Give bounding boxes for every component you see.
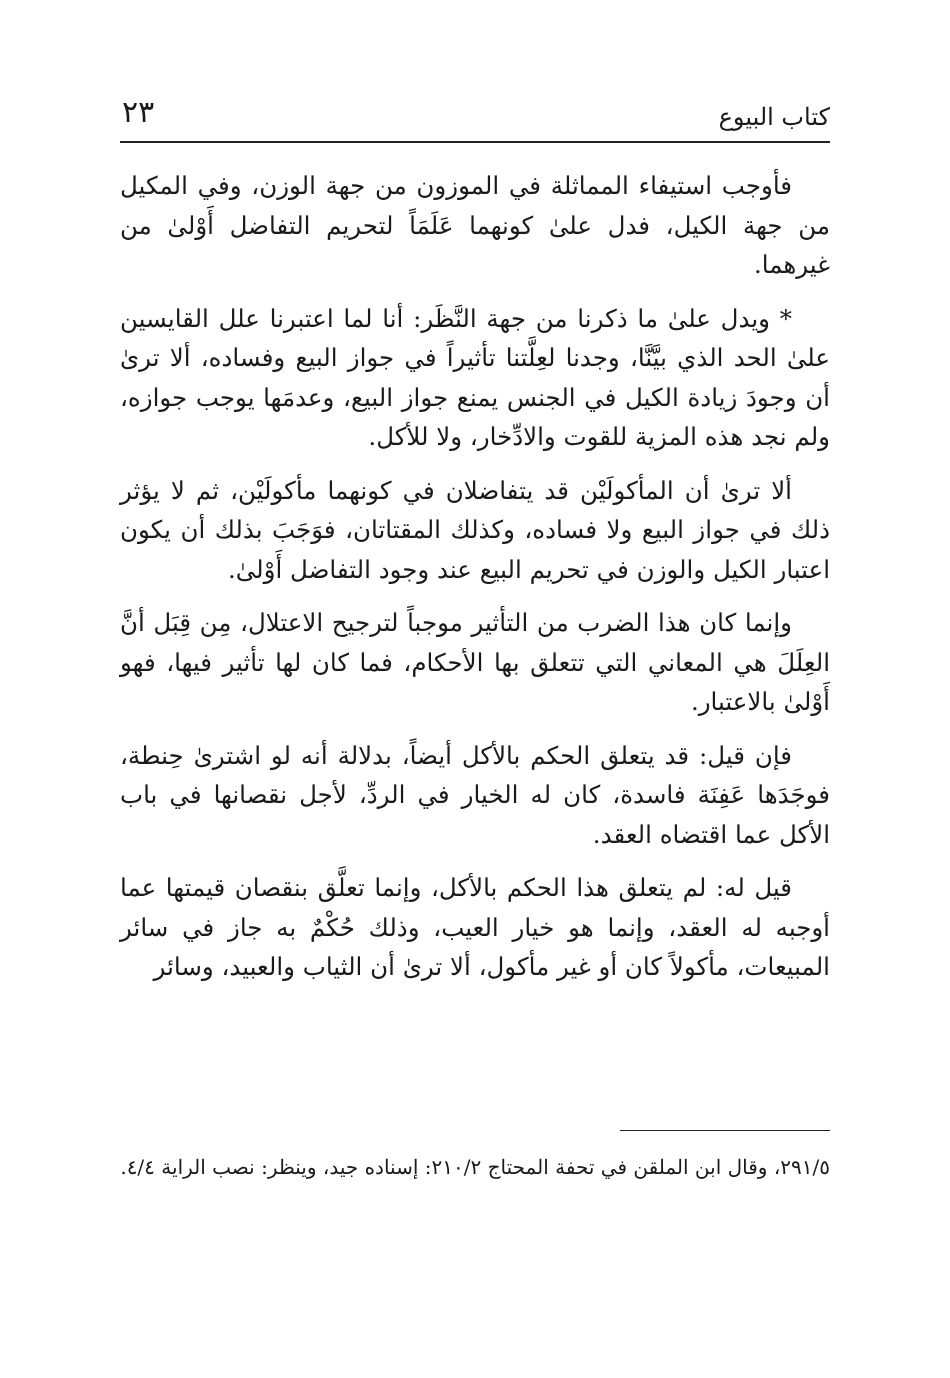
paragraph: وإنما كان هذا الضرب من التأثير موجباً لترجيح الاعتلال، مِن قِبَل أنَّ العِلَلَ هي المعاني التي تتعلق بها الأحكام، فما كان لها تأثير فيها، فهو أَوْلىٰ بالاعتبار. xyxy=(120,608,830,716)
page-number: ٢٣ xyxy=(122,95,155,130)
paragraph: * ويدل علىٰ ما ذكرنا من جهة النَّظَر: أنا لما اعتبرنا علل القايسين علىٰ الحد الذي بيَّنَّا، وجدنا لعِلَّتنا تأثيراً في جواز البيع وفساده، ألا ترىٰ أن وجودَ زيادة الكيل في الجنس يمنع جواز البيع، وعدمَها يوجب جوازه، ولم نجد هذه المزية للقوت والادِّخار، ولا للأكل. xyxy=(120,303,830,451)
body-text xyxy=(120,166,830,1001)
header-rule xyxy=(120,141,830,143)
paragraph: ألا ترىٰ أن المأكولَيْن قد يتفاضلان في كونهما مأكولَيْن، ثم لا يؤثر ذلك في جواز البيع ولا فساده، وكذلك المقتاتان، فوَجَبَ بذلك أن يكون اعتبار الكيل والوزن في تحريم البيع عند وجود التفاضل أَوْلىٰ. xyxy=(120,475,830,584)
footnote-rule xyxy=(620,1130,830,1131)
paragraph: فإن قيل: قد يتعلق الحكم بالأكل أيضاً، بدلالة أنه لو اشترىٰ حِنطة، فوجَدَها عَفِنَة فاسدة، كان له الخيار في الردِّ، لأجل نقصانها في باب الأكل عما اقتضاه العقد. xyxy=(120,740,830,849)
running-header xyxy=(120,92,830,140)
paragraph: قيل له: لم يتعلق هذا الحكم بالأكل، وإنما تعلَّق بنقصان قيمتها عما أوجبه له العقد، وإنما هو خيار العيب، وذلك حُكْمٌ به جاز في سائر المبيعات، مأكولاً كان أو غير مأكول، ألا ترىٰ أن الثياب والعبيد، وسائر xyxy=(120,873,830,981)
paragraph: فأوجب استيفاء المماثلة في الموزون من جهة الوزن، وفي المكيل من جهة الكيل، فدل علىٰ كونهما عَلَمَاً لتحريم التفاضل أَوْلىٰ من غيرهما. xyxy=(120,171,830,279)
footnote: ٢٩١/٥، وقال ابن الملقن في تحفة المحتاج ٢١٠/٢: إسناده جيد، وينظر: نصب الراية ٤/٤. xyxy=(120,1155,830,1179)
running-title: كتاب البيوع xyxy=(718,103,830,131)
